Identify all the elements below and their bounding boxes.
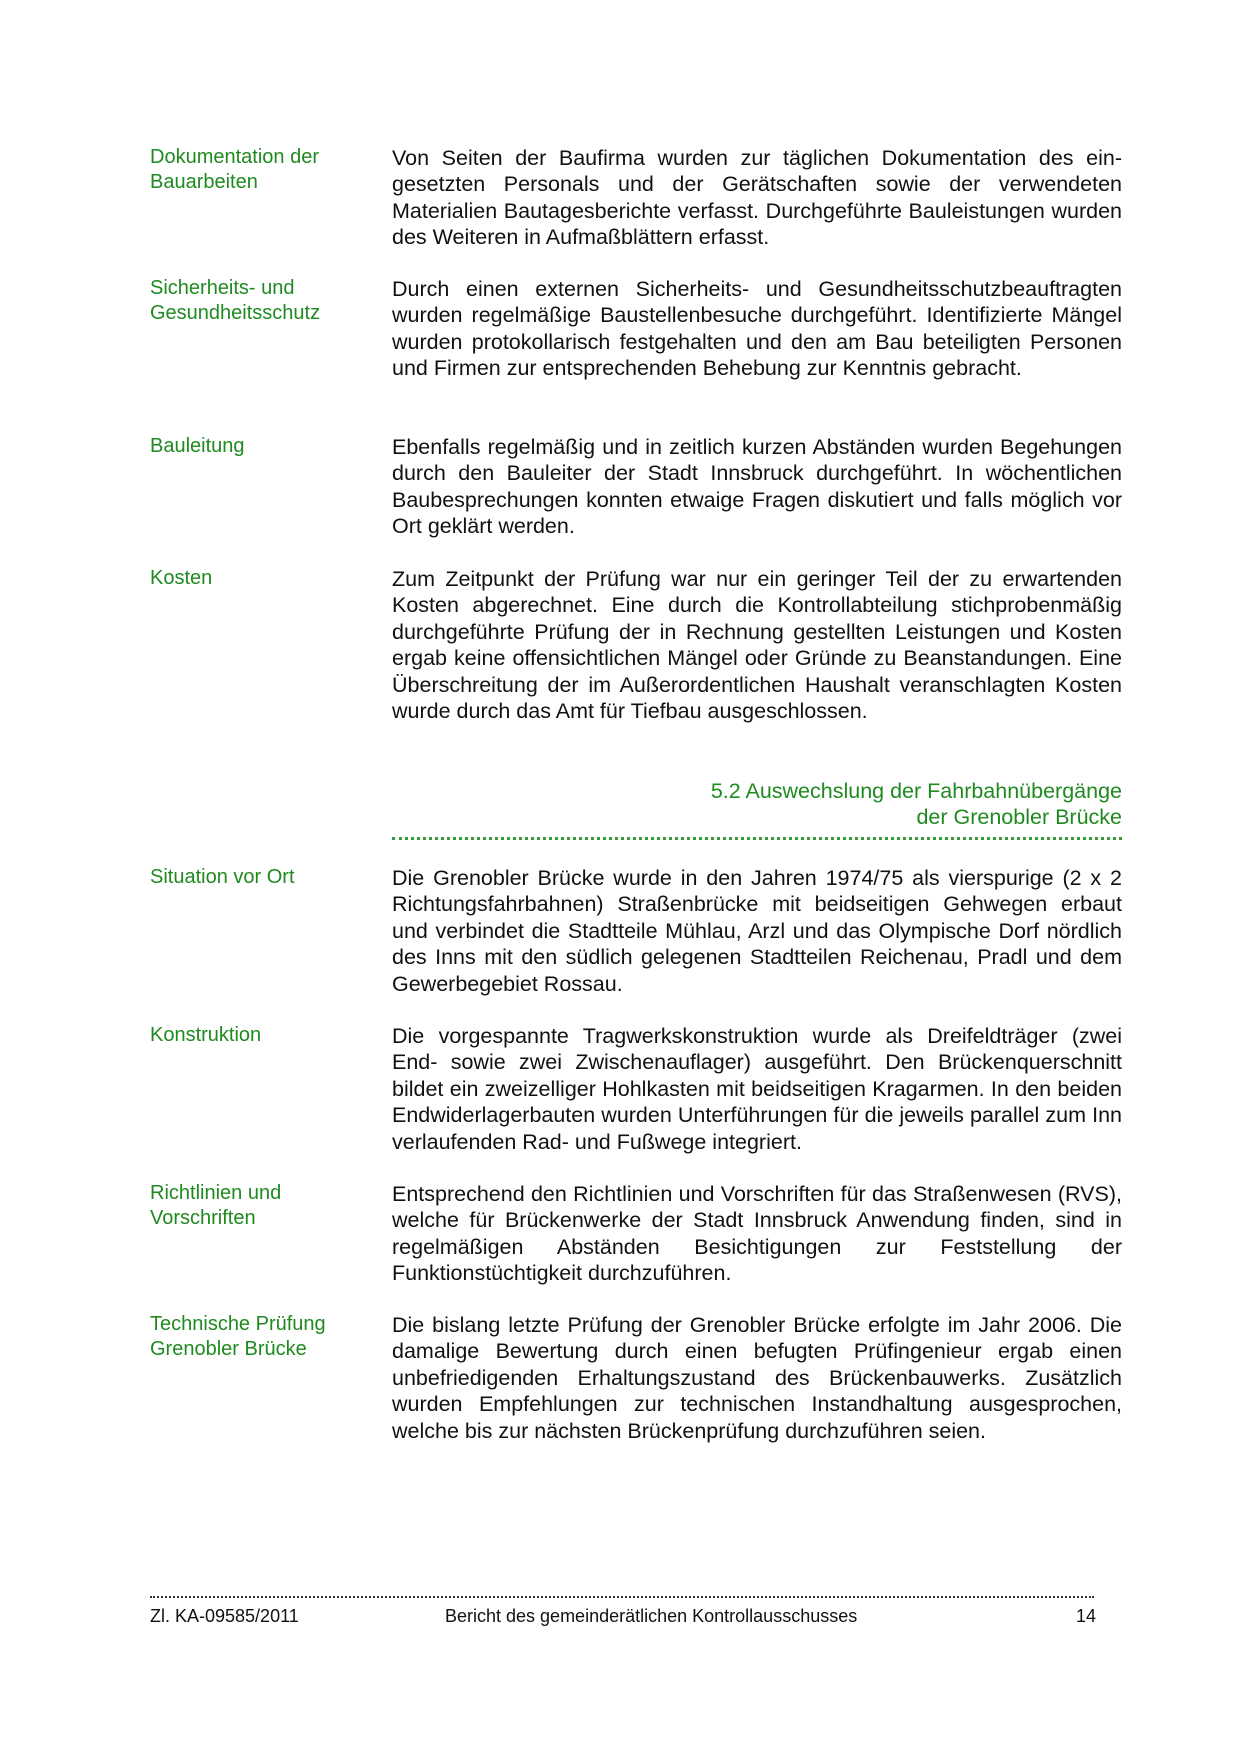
paragraph-bauleitung: Ebenfalls regelmäßig und in zeitlich kurzen Abständen wurden Begehungen durch den Bauleiter der Stadt Innsbruck durchgeführt. In wöchentlichen Baubesprechungen konnten etwaige Fragen diskutiert und falls möglich vor Ort geklärt werden. bbox=[392, 435, 1122, 539]
paragraph-richtlinien: Entsprechend den Richtlinien und Vorschriften für das Straßenwesen (RVS), welche für Brückenwerke der Stadt Innsbruck Anwendung finden, sind in regelmäßigen Abständen Besichtigungen zur Feststellung der Funktionstüchtigkeit durchzuführen. bbox=[392, 1182, 1122, 1286]
margin-label-situation: Situation vor Ort bbox=[150, 866, 295, 888]
footer-dotted-rule bbox=[150, 1596, 1094, 1598]
paragraph-konstruktion: Die vorgespannte Tragwerkskonstruktion wurde als Dreifeldträger (zwei End- sowie zwei Zwischenauflager) ausgeführt. Den Brückenquerschnitt bildet ein zweizelliger Hohlkasten mit beidseitigen Kragarmen. In den beiden Endwiderlagerbauten wurden Unterführungen für die jeweils parallel zum Inn verlaufenden Rad- und Fußwege integriert. bbox=[392, 1024, 1122, 1154]
paragraph-technische-pruefung: Die bislang letzte Prüfung der Grenobler Brücke erfolgte im Jahr 2006. Die damalige Bewertung durch einen befugten Prüfingenieur ergab einen unbefriedigenden Erhaltungszustand des Brückenbauwerks. Zusätzlich wurden Empfehlungen zur technischen Instandhaltung ausgesprochen, welche bis zur nächsten Brückenprüfung durchzuführen seien. bbox=[392, 1313, 1122, 1443]
margin-label-dokumentation: Dokumentation der Bauarbeiten bbox=[150, 146, 319, 193]
footer-reference: Zl. KA-09585/2011 bbox=[150, 1606, 299, 1626]
footer-title: Bericht des gemeinderätlichen Kontrollausschusses bbox=[445, 1606, 858, 1626]
page-number: 14 bbox=[1076, 1606, 1097, 1626]
margin-label-technische-pruefung: Technische Prüfung Grenobler Brücke bbox=[150, 1313, 326, 1360]
margin-label-bauleitung: Bauleitung bbox=[150, 435, 245, 457]
paragraph-situation: Die Grenobler Brücke wurde in den Jahren 1974/75 als vierspurige (2 x 2 Richtungsfahrbahnen) Straßenbrücke mit beidseitigen Gehwegen erbaut und verbindet die Stadtteile Mühlau, Arzl und das Olympische Dorf nördlich des Inns mit den südlich gelegenen Stadtteilen Reichenau, Pradl und dem Gewerbegebiet Rossau. bbox=[392, 866, 1122, 996]
margin-label-richtlinien: Richtlinien und Vorschriften bbox=[150, 1182, 282, 1229]
margin-label-kosten: Kosten bbox=[150, 567, 213, 589]
section-heading bbox=[392, 778, 1122, 830]
section-heading-line1: 5.2 Auswechslung der Fahrbahnübergänge bbox=[710, 779, 1122, 803]
paragraph-dokumentation: Von Seiten der Baufirma wurden zur täglichen Dokumentation des eingesetzten Personals und der Gerätschaften sowie der verwendeten Materialien Bautagesberichte verfasst. Durchgeführte Bauleistungen wurden des Weiteren in Aufmaßblättern erfasst. bbox=[392, 146, 1122, 250]
paragraph-sicherheit: Durch einen externen Sicherheits- und Gesundheitsschutzbeauftragten wurden regelmäßige Baustellenbesuche durchgeführt. Identifizierte Mängel wurden protokollarisch festgehalten und den am Bau beteiligten Personen und Firmen zur entsprechenden Behebung zur Kenntnis gebracht. bbox=[392, 277, 1122, 381]
heading-dotted-rule bbox=[392, 837, 1122, 840]
section-heading-line2: der Grenobler Brücke bbox=[916, 805, 1122, 829]
paragraph-kosten: Zum Zeitpunkt der Prüfung war nur ein geringer Teil der zu erwartenden Kosten abgerechnet. Eine durch die Kontrollabteilung stichprobenmäßig durchgeführte Prüfung der in Rechnung gestellten Leistungen und Kosten ergab keine offensichtlichen Mängel oder Gründe zu Beanstandungen. Eine Überschreitung der im Außerordentlichen Haushalt veranschlagten Kosten wurde durch das Amt für Tiefbau ausgeschlossen. bbox=[392, 567, 1122, 724]
margin-label-sicherheit: Sicherheits- und Gesundheitsschutz bbox=[150, 277, 321, 324]
margin-label-konstruktion: Konstruktion bbox=[150, 1024, 262, 1046]
